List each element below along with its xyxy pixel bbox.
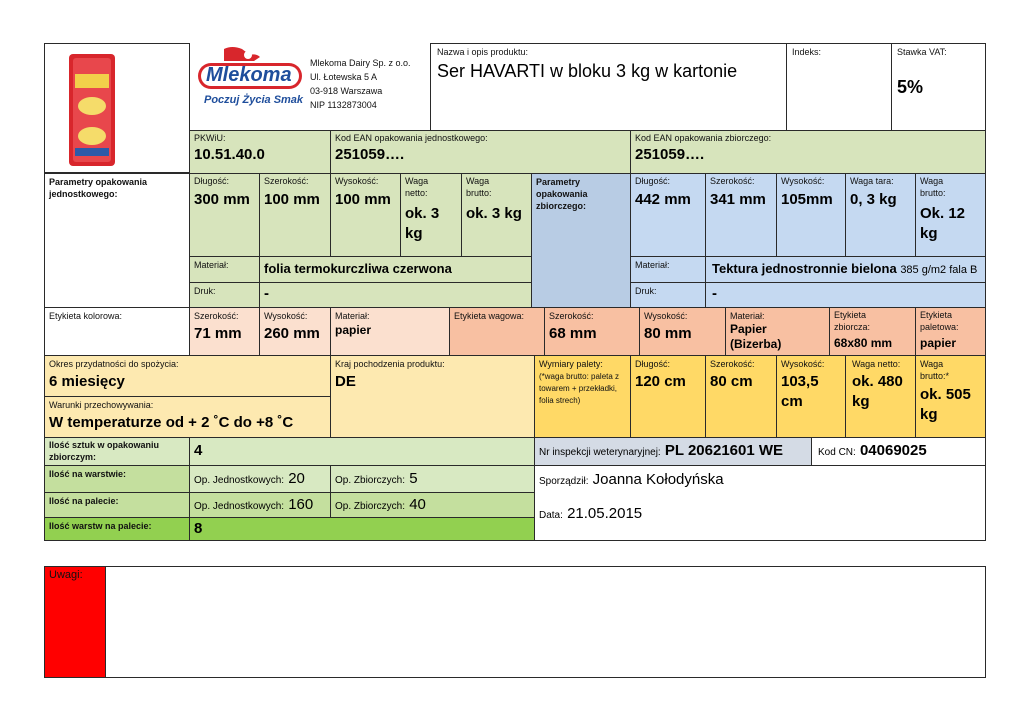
bulk-material-text: Tektura jednostronnie bielona bbox=[712, 261, 897, 276]
index-cell bbox=[786, 43, 892, 131]
weight-label-material-cell bbox=[725, 307, 830, 356]
unit-height-value: 100 mm bbox=[335, 191, 391, 208]
bulk-gross-cell bbox=[915, 173, 986, 257]
author-line bbox=[539, 470, 724, 492]
index-label: Indeks: bbox=[792, 47, 822, 57]
bulk-height-cell bbox=[776, 173, 846, 257]
layers-label-cell bbox=[44, 517, 190, 541]
per-layer-label-cell bbox=[44, 465, 190, 493]
notes-label: Uwagi: bbox=[49, 569, 83, 581]
vet-cell bbox=[534, 437, 812, 466]
per-pallet-unit-cell bbox=[189, 492, 331, 518]
ean-bulk-cell bbox=[630, 130, 986, 174]
pallet-width-label: Szerokość: bbox=[710, 359, 755, 369]
color-label-height-value: 260 mm bbox=[264, 325, 320, 342]
author-label: Sporządził: bbox=[539, 476, 589, 487]
weight-label-material-label: Materiał: bbox=[730, 311, 765, 321]
layers-cell bbox=[189, 517, 535, 541]
pallet-gross-label: Waga brutto:* bbox=[920, 359, 950, 381]
unit-length-label: Długość: bbox=[194, 176, 230, 186]
color-label-width-value: 71 mm bbox=[194, 325, 242, 342]
cheese-block-image bbox=[45, 44, 190, 173]
ean-unit-label: Kod EAN opakowania jednostkowego: bbox=[335, 133, 488, 143]
bulk-gross-label: Waga brutto: bbox=[920, 176, 946, 198]
bulk-print-label: Druk: bbox=[635, 286, 657, 296]
per-pack-value: 4 bbox=[194, 442, 203, 459]
color-label-height-cell bbox=[259, 307, 331, 356]
per-pallet-bulk-value: 40 bbox=[409, 496, 426, 513]
unit-pack-title: Parametry opakowania jednostkowego: bbox=[49, 177, 148, 199]
product-name-label: Nazwa i opis produktu: bbox=[437, 47, 529, 57]
pallet-width-value: 80 cm bbox=[710, 373, 753, 390]
per-pack-cell bbox=[189, 437, 535, 466]
pallet-height-cell bbox=[776, 355, 846, 438]
cn-label: Kod CN: bbox=[818, 447, 856, 458]
unit-height-cell bbox=[330, 173, 401, 257]
author-date-cell bbox=[534, 465, 986, 541]
pallet-title-cell bbox=[534, 355, 631, 438]
color-label-material-value: papier bbox=[335, 323, 372, 337]
color-label-title-cell bbox=[44, 307, 190, 356]
pallet-length-cell bbox=[630, 355, 706, 438]
per-pallet-bulk bbox=[335, 495, 426, 517]
per-layer-bulk-cell bbox=[330, 465, 535, 493]
per-pallet-bulk-cell bbox=[330, 492, 535, 518]
unit-material-label: Materiał: bbox=[194, 260, 229, 270]
bulk-label-cell bbox=[829, 307, 916, 356]
bulk-label-title: Etykieta zbiorcza: bbox=[834, 310, 871, 332]
per-pallet-unit-label: Op. Jednostkowych: bbox=[194, 501, 285, 512]
vet-value: PL 20621601 WE bbox=[664, 442, 784, 459]
unit-net-label: Waga netto: bbox=[405, 176, 429, 198]
company-city: 03-918 Warszawa bbox=[310, 86, 383, 96]
unit-width-cell bbox=[259, 173, 331, 257]
pallet-length-label: Długość: bbox=[635, 359, 671, 369]
per-layer-unit-label: Op. Jednostkowych: bbox=[194, 475, 285, 486]
weight-label-height-label: Wysokość: bbox=[644, 311, 688, 321]
unit-net-value: ok. 3 kg bbox=[405, 205, 440, 242]
vet-line bbox=[539, 441, 783, 463]
product-photo-cell bbox=[44, 43, 190, 173]
unit-gross-value: ok. 3 kg bbox=[466, 205, 522, 222]
vat-label: Stawka VAT: bbox=[897, 47, 947, 57]
pallet-net-value: ok. 480 kg bbox=[852, 373, 903, 410]
vat-cell bbox=[891, 43, 986, 131]
unit-print-label: Druk: bbox=[194, 286, 216, 296]
weight-label-width-cell bbox=[544, 307, 640, 356]
color-label-title: Etykieta kolorowa: bbox=[49, 311, 123, 321]
product-name: Ser HAVARTI w bloku 3 kg w kartonie bbox=[437, 61, 738, 81]
unit-material-value: folia termokurczliwa czerwona bbox=[264, 261, 452, 276]
vat-value: 5% bbox=[897, 77, 924, 97]
unit-gross-cell bbox=[461, 173, 532, 257]
ean-bulk-value: 251059…. bbox=[635, 146, 705, 163]
per-pack-label: Ilość sztuk w opakowaniu zbiorczym: bbox=[49, 440, 160, 462]
date-label: Data: bbox=[539, 510, 563, 521]
pkwiu-label: PKWiU: bbox=[194, 133, 226, 143]
pallet-length-value: 120 cm bbox=[635, 373, 686, 390]
color-label-width-cell bbox=[189, 307, 260, 356]
cn-cell bbox=[811, 437, 986, 466]
weight-label-height-cell bbox=[639, 307, 726, 356]
weight-label-material-value: Papier (Bizerba) bbox=[730, 322, 782, 351]
per-layer-bulk-label: Op. Zbiorczych: bbox=[335, 475, 406, 486]
origin-cell bbox=[330, 355, 535, 438]
vet-label: Nr inspekcji weterynaryjnej: bbox=[539, 447, 661, 458]
per-layer-unit-value: 20 bbox=[288, 470, 305, 487]
per-layer-unit-cell bbox=[189, 465, 331, 493]
layers-value: 8 bbox=[194, 520, 203, 537]
bulk-width-cell bbox=[705, 173, 777, 257]
ean-unit-value: 251059…. bbox=[335, 146, 405, 163]
notes-cell bbox=[105, 566, 986, 678]
unit-net-cell bbox=[400, 173, 462, 257]
weight-label-width-label: Szerokość: bbox=[549, 311, 594, 321]
pallet-net-cell bbox=[845, 355, 916, 438]
storage-cell bbox=[44, 396, 331, 438]
per-pallet-bulk-label: Op. Zbiorczych: bbox=[335, 501, 406, 512]
pallet-height-label: Wysokość: bbox=[781, 359, 825, 369]
notes-label-cell bbox=[44, 566, 106, 678]
pallet-net-label: Waga netto: bbox=[852, 359, 901, 369]
company-cell bbox=[189, 43, 431, 131]
color-label-width-label: Szerokość: bbox=[194, 311, 239, 321]
pallet-gross-value: ok. 505 kg bbox=[920, 386, 971, 423]
bulk-material-label-cell bbox=[630, 256, 706, 283]
layers-label: Ilość warstw na palecie: bbox=[49, 521, 152, 531]
unit-material-cell bbox=[259, 256, 532, 283]
unit-material-label-cell bbox=[189, 256, 260, 283]
bulk-tare-cell bbox=[845, 173, 916, 257]
per-pallet-unit bbox=[194, 495, 313, 517]
bulk-label-value: 68x80 mm bbox=[834, 336, 893, 350]
per-layer-label: Ilość na warstwie: bbox=[49, 469, 127, 479]
bulk-material-note: 385 g/m2 fala B bbox=[900, 264, 978, 276]
product-name-cell bbox=[430, 43, 787, 131]
bulk-print-cell bbox=[705, 282, 986, 308]
unit-length-value: 300 mm bbox=[194, 191, 250, 208]
per-pack-label-cell bbox=[44, 437, 190, 466]
weight-label-title-cell bbox=[449, 307, 545, 356]
cn-line bbox=[818, 441, 927, 463]
ean-bulk-label: Kod EAN opakowania zbiorczego: bbox=[635, 133, 772, 143]
unit-print-cell bbox=[259, 282, 532, 308]
origin-label: Kraj pochodzenia produktu: bbox=[335, 359, 445, 369]
bulk-gross-value: Ok. 12 kg bbox=[920, 205, 966, 242]
cn-value: 04069025 bbox=[859, 442, 927, 459]
bulk-tare-label: Waga tara: bbox=[850, 176, 894, 186]
bulk-length-value: 442 mm bbox=[635, 191, 691, 208]
per-layer-bulk-value: 5 bbox=[409, 470, 418, 487]
pallet-gross-cell bbox=[915, 355, 986, 438]
bulk-pack-title: Parametry opakowania zbiorczego: bbox=[536, 177, 588, 211]
weight-label-height-value: 80 mm bbox=[644, 325, 692, 342]
bulk-height-value: 105mm bbox=[781, 191, 833, 208]
unit-width-label: Szerokość: bbox=[264, 176, 309, 186]
unit-gross-label: Waga brutto: bbox=[466, 176, 492, 198]
per-pallet-unit-value: 160 bbox=[288, 496, 314, 513]
author-value: Joanna Kołodyńska bbox=[592, 471, 724, 488]
pkwiu-cell bbox=[189, 130, 331, 174]
brand-slogan: Poczuj Życia Smak bbox=[204, 94, 304, 106]
unit-print-label-cell bbox=[189, 282, 260, 308]
bulk-pack-title-cell bbox=[531, 173, 631, 308]
expiry-cell bbox=[44, 355, 331, 397]
ean-unit-cell bbox=[330, 130, 631, 174]
bulk-height-label: Wysokość: bbox=[781, 176, 825, 186]
bulk-print-label-cell bbox=[630, 282, 706, 308]
unit-pack-title-cell bbox=[44, 173, 190, 308]
unit-length-cell bbox=[189, 173, 260, 257]
bulk-width-label: Szerokość: bbox=[710, 176, 755, 186]
origin-value: DE bbox=[335, 373, 356, 390]
bulk-material-value bbox=[712, 259, 977, 280]
bulk-print-value: - bbox=[712, 285, 717, 302]
pallet-label-value: papier bbox=[920, 336, 957, 350]
date-value: 21.05.2015 bbox=[567, 505, 643, 522]
color-label-material-cell bbox=[330, 307, 450, 356]
pkwiu-value: 10.51.40.0 bbox=[194, 146, 265, 163]
color-label-height-label: Wysokość: bbox=[264, 311, 308, 321]
color-label-material-label: Materiał: bbox=[335, 311, 370, 321]
pallet-note: (*waga brutto: paleta z towarem + przekładki, folia strech) bbox=[539, 372, 620, 405]
company-street: Ul. Łotewska 5 A bbox=[310, 72, 378, 82]
per-layer-unit bbox=[194, 469, 305, 491]
weight-label-width-value: 68 mm bbox=[549, 325, 597, 342]
pallet-title: Wymiary palety: bbox=[539, 359, 603, 369]
date-line bbox=[539, 504, 642, 526]
bulk-width-value: 341 mm bbox=[710, 191, 766, 208]
storage-value: W temperaturze od + 2 ˚C do +8 ˚C bbox=[49, 414, 294, 431]
bulk-length-label: Długość: bbox=[635, 176, 671, 186]
bulk-material-cell bbox=[705, 256, 986, 283]
unit-print-value: - bbox=[264, 285, 269, 302]
per-pallet-label: Ilość na palecie: bbox=[49, 496, 119, 506]
storage-label: Warunki przechowywania: bbox=[49, 400, 154, 410]
weight-label-title: Etykieta wagowa: bbox=[454, 311, 525, 321]
bulk-material-label: Materiał: bbox=[635, 260, 670, 270]
brand-logo-text: Mlekoma bbox=[206, 64, 292, 86]
bulk-tare-value: 0, 3 kg bbox=[850, 191, 897, 208]
unit-width-value: 100 mm bbox=[264, 191, 320, 208]
unit-height-label: Wysokość: bbox=[335, 176, 379, 186]
expiry-value: 6 miesięcy bbox=[49, 373, 125, 390]
company-nip: NIP 1132873004 bbox=[310, 100, 377, 110]
per-layer-bulk bbox=[335, 469, 418, 491]
expiry-label: Okres przydatności do spożycia: bbox=[49, 359, 179, 369]
pallet-label-cell bbox=[915, 307, 986, 356]
per-pallet-label-cell bbox=[44, 492, 190, 518]
bulk-length-cell bbox=[630, 173, 706, 257]
pallet-width-cell bbox=[705, 355, 777, 438]
pallet-height-value: 103,5 cm bbox=[781, 373, 819, 410]
pallet-label-title: Etykieta paletowa: bbox=[920, 310, 959, 332]
company-name: Mlekoma Dairy Sp. z o.o. bbox=[310, 58, 411, 68]
